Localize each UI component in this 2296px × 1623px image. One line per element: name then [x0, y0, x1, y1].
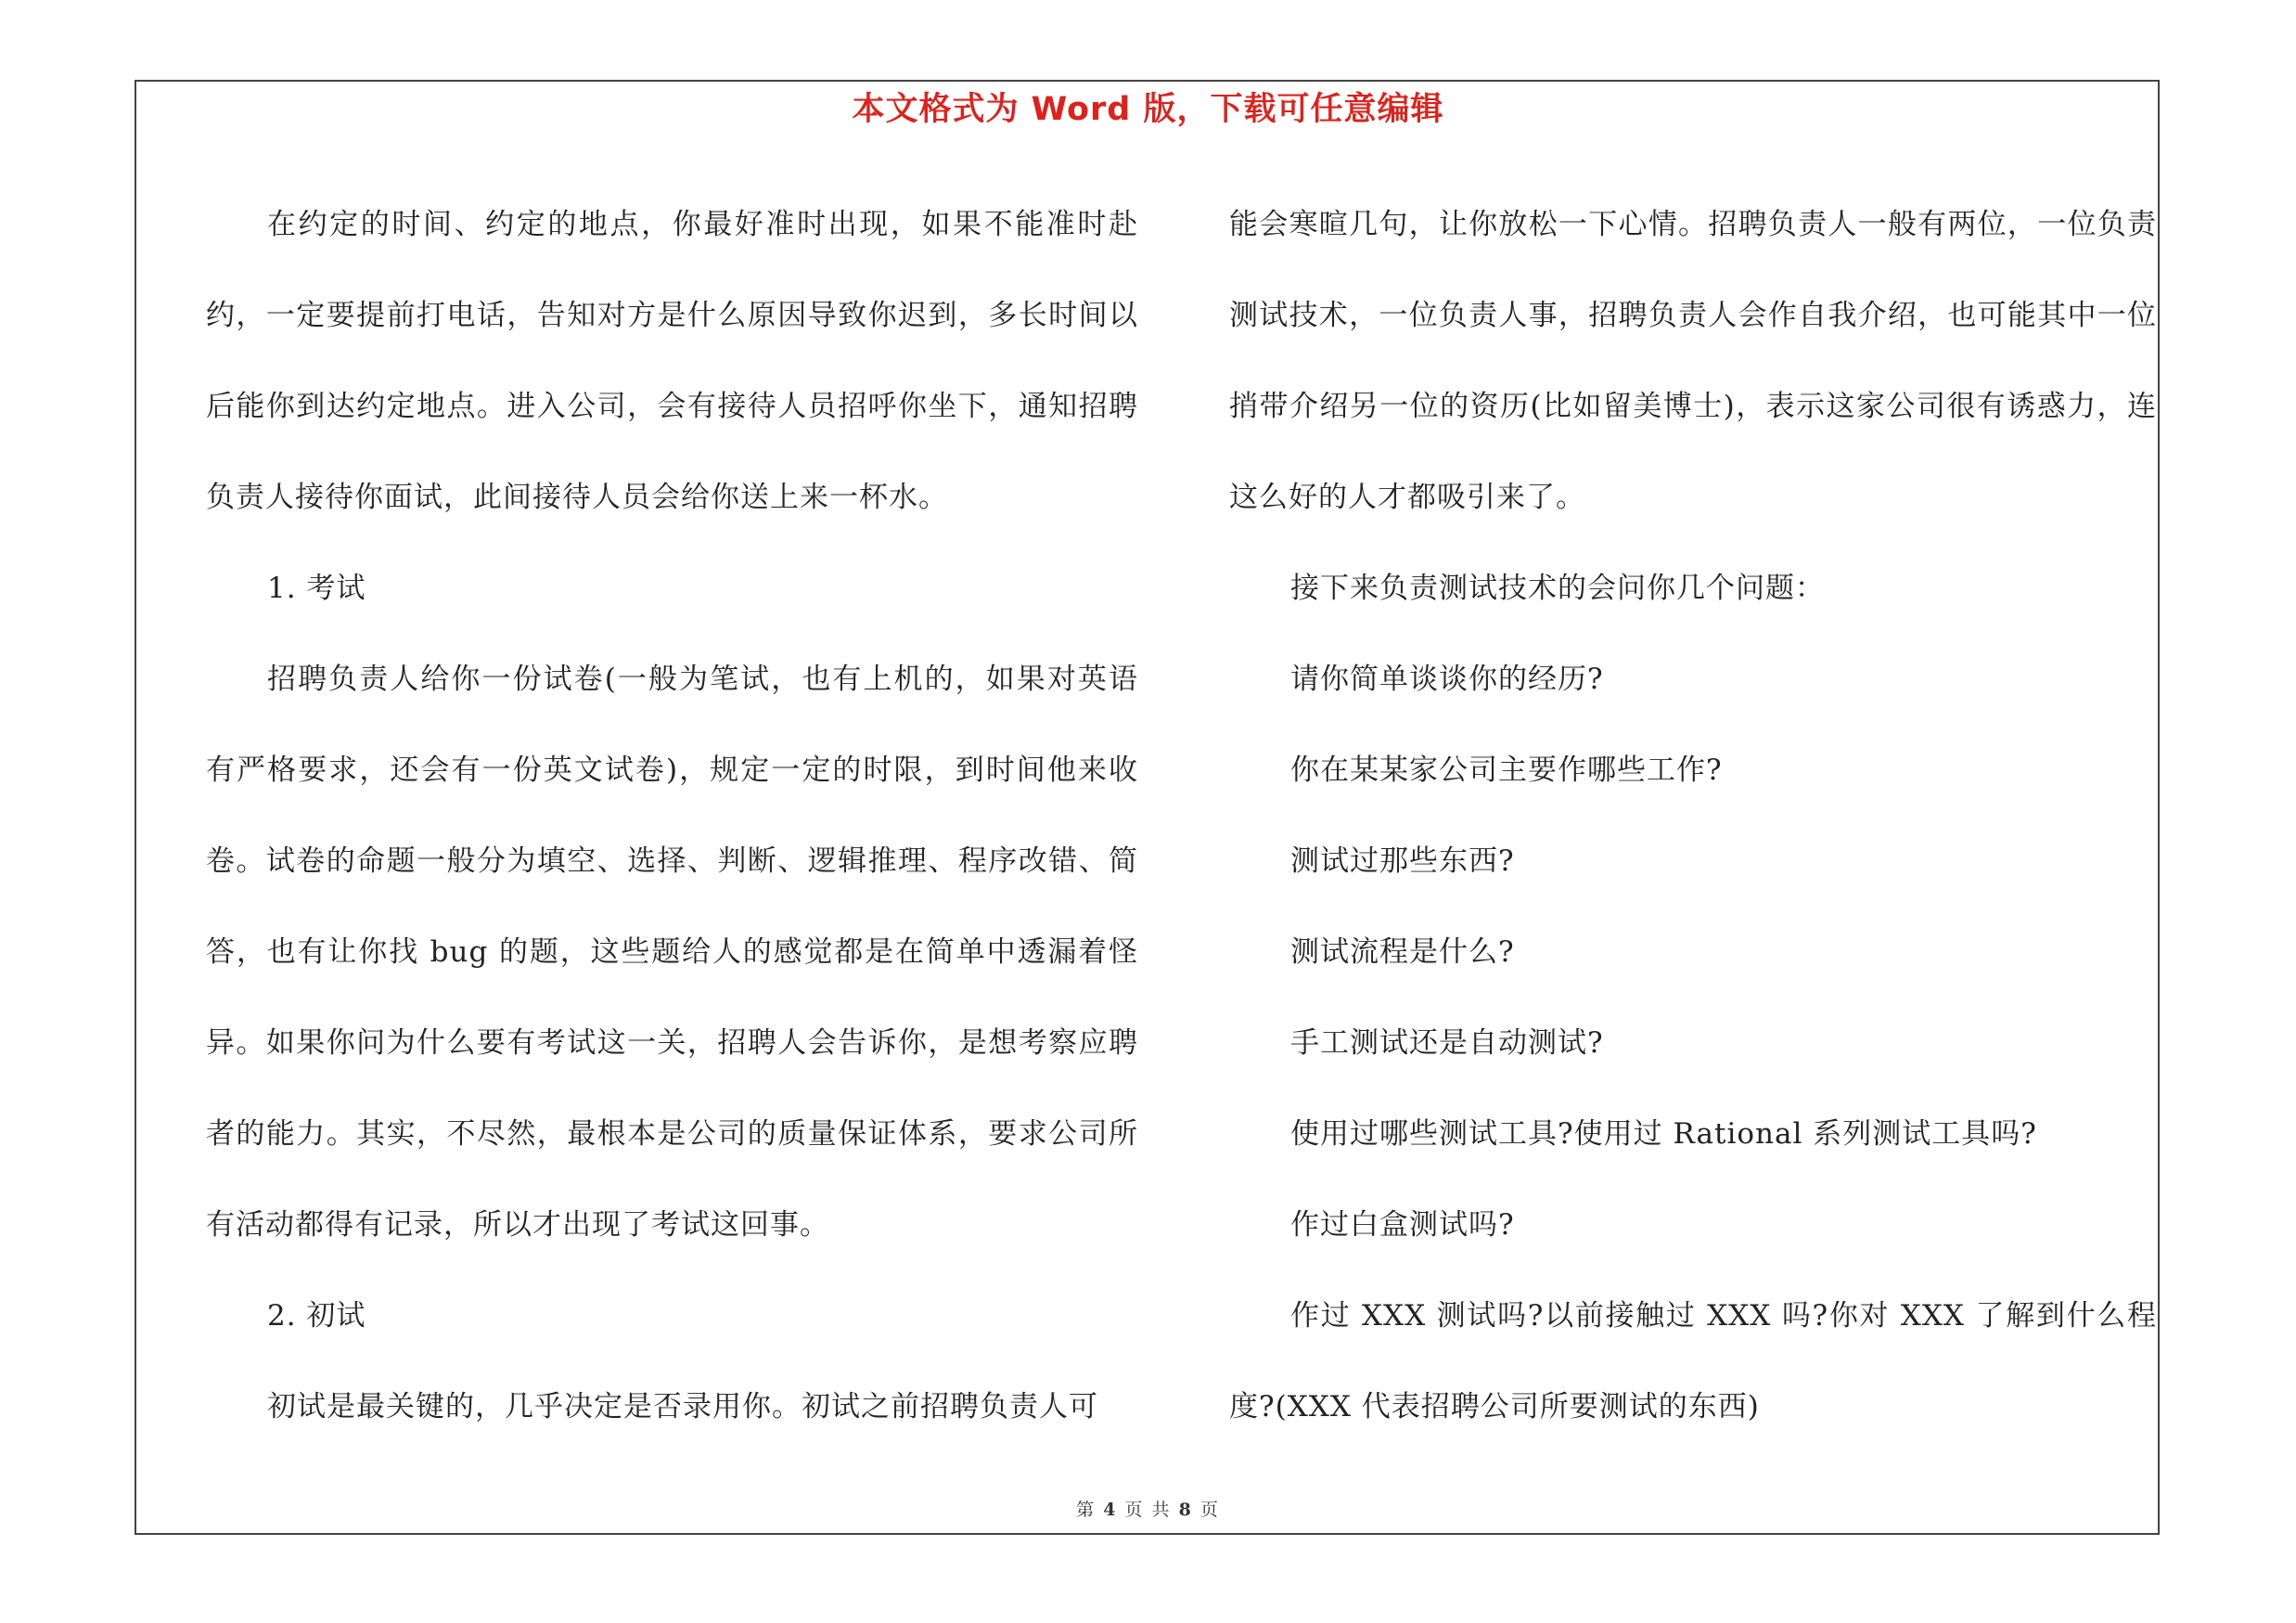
question-manual-or-auto: 手工测试还是自动测试?: [1290, 1026, 1604, 1060]
footer-middle: 页 共: [1124, 1500, 1172, 1520]
total-page-number: 8: [1178, 1500, 1193, 1520]
heading-exam: 1. 考试: [267, 572, 366, 605]
question-test-tools: 使用过哪些测试工具?使用过 Rational 系列测试工具吗?: [1290, 1117, 2037, 1151]
right-column: [1229, 179, 2157, 1452]
left-column: [206, 179, 1138, 1452]
question-tested-items: 测试过那些东西?: [1290, 844, 1515, 878]
paragraph-first-interview: 初试是最关键的，几乎决定是否录用你。初试之前招聘负责人可: [267, 1390, 1098, 1423]
word-format-banner: 本文格式为 Word 版，下载可任意编辑: [852, 91, 1444, 128]
question-xxx-testing: 作过 XXX 测试吗?以前接触过 XXX 吗?你对 XXX 了解到什么程度?(XXX 代表招聘公司所要测试的东西): [1229, 1299, 2157, 1423]
paragraph-continuation: 能会寒暄几句，让你放松一下心情。招聘负责人一般有两位，一位负责测试技术，一位负责人事，招聘负责人会作自我介绍，也可能其中一位捎带介绍另一位的资历(比如留美博士)，表示这家公司很有诱惑力，连这么好的人才都吸引来了。: [1229, 208, 2157, 514]
paragraph-exam: 招聘负责人给你一份试卷(一般为笔试，也有上机的，如果对英语有严格要求，还会有一份英文试卷)，规定一定的时限，到时间他来收卷。试卷的命题一般分为填空、选择、判断、逻辑推理、程序改错、简答，也有让你找 bug 的题，这些题给人的感觉都是在简单中透漏着怪异。如果你问为什么要有考试这一关，招聘人会告诉你，是想考察应聘者的能力。其实，不尽然，最根本是公司的质量保证体系，要求公司所有活动都得有记录，所以才出现了考试这回事。: [206, 663, 1138, 1242]
page-number-footer: [0, 1496, 2296, 1521]
heading-first-interview: 2. 初试: [267, 1299, 366, 1333]
paragraph-arrival: 在约定的时间、约定的地点，你最好准时出现，如果不能准时赴约，一定要提前打电话，告知对方是什么原因导致你迟到，多长时间以后能你到达约定地点。进入公司，会有接待人员招呼你坐下，通知招聘负责人接待你面试，此间接待人员会给你送上来一杯水。: [206, 208, 1138, 514]
paragraph-question-intro: 接下来负责测试技术的会问你几个问题：: [1290, 572, 1825, 605]
footer-prefix: 第: [1076, 1500, 1097, 1520]
question-previous-work: 你在某某家公司主要作哪些工作?: [1290, 754, 1723, 787]
question-experience: 请你简单谈谈你的经历?: [1290, 663, 1604, 696]
footer-suffix: 页: [1199, 1500, 1220, 1520]
current-page-number: 4: [1103, 1500, 1118, 1520]
question-test-process: 测试流程是什么?: [1290, 935, 1515, 969]
question-white-box: 作过白盒测试吗?: [1290, 1208, 1515, 1242]
